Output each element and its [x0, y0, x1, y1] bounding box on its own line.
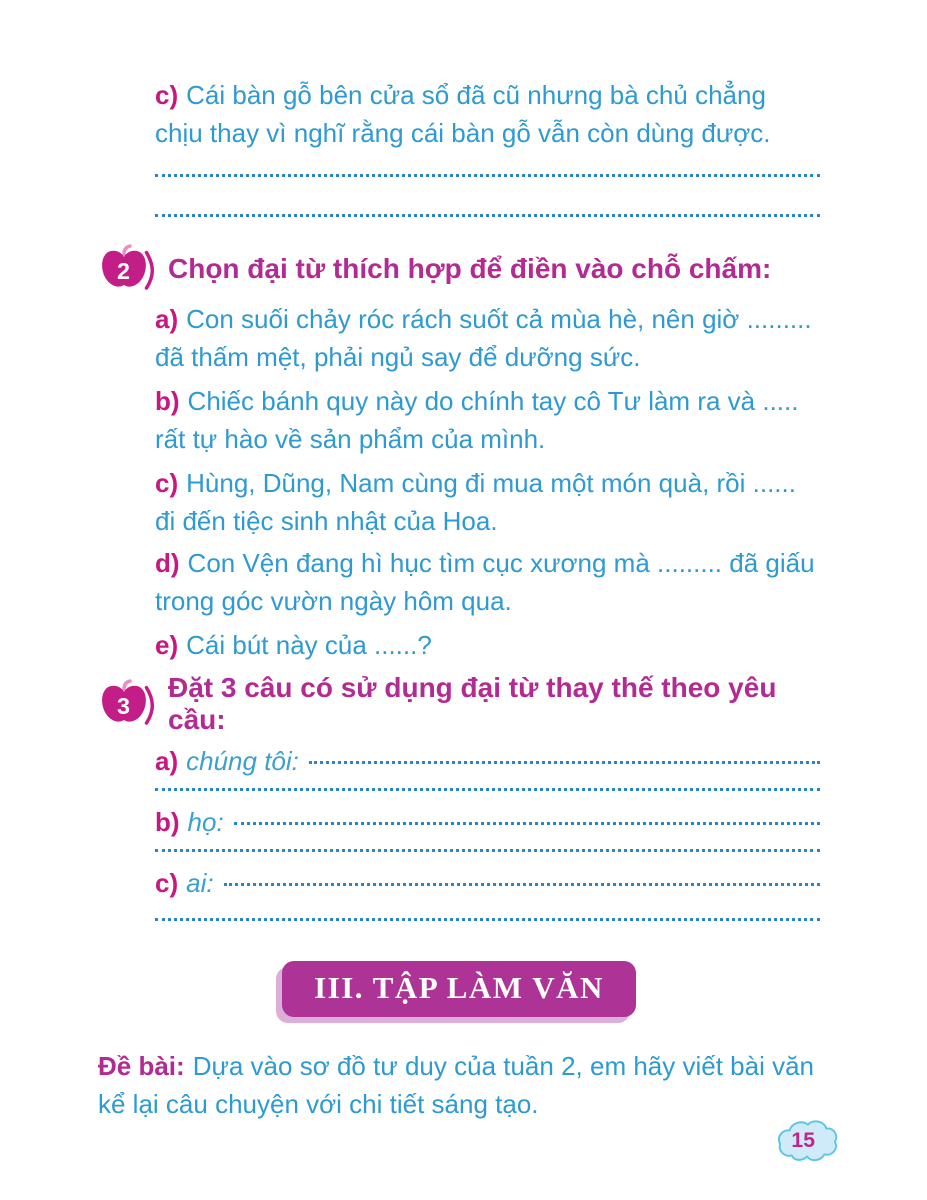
item-label: a) [155, 746, 179, 776]
exercise2-header [98, 242, 820, 296]
intro-item-label: c) [155, 80, 179, 110]
dotted-answer-line [155, 174, 820, 177]
intro-item-text: Cái bàn gỗ bên cửa sổ đã cũ nhưng bà chủ chẳng chịu thay vì nghĩ rằng cái bàn gỗ vẫn còn dùng được. [155, 80, 771, 148]
item-prompt: ai: [186, 868, 214, 898]
item-prompt: chúng tôi: [186, 746, 299, 776]
exercise2-number: 2 [117, 257, 131, 284]
item-text: Hùng, Dũng, Nam cùng đi mua một món quà, rồi ...... đi đến tiệc sinh nhật của Hoa. [155, 468, 796, 536]
exercise2-item [155, 382, 820, 458]
dotted-answer-leader [309, 761, 820, 764]
dotted-answer-leader [234, 822, 820, 825]
exercise3-title: Đặt 3 câu có sử dụng đại từ thay thế theo yêu cầu: [168, 672, 777, 735]
exercise2-item [155, 464, 820, 540]
item-text: Con suối chảy róc rách suốt cả mùa hè, nên giờ ......... đã thấm mệt, phải ngủ say để dưỡng sức. [155, 304, 812, 372]
exercise3-item [155, 864, 820, 902]
page-number-cloud [775, 1116, 841, 1166]
exercise3-number: 3 [117, 692, 131, 719]
exercise2-title: Chọn đại từ thích hợp để điền vào chỗ chấm: [168, 253, 772, 284]
exercise3-header [98, 672, 820, 736]
item-text: Cái bút này của ......? [186, 630, 432, 660]
apple-paren [146, 253, 152, 288]
dotted-answer-line [155, 788, 820, 791]
dotted-answer-line [155, 214, 820, 217]
apple-number-icon [98, 242, 156, 296]
item-label: b) [155, 386, 180, 416]
dotted-answer-leader [224, 883, 820, 886]
item-label: c) [155, 868, 179, 898]
section-banner: III. TẬP LÀM VĂN [282, 961, 636, 1017]
item-label: d) [155, 548, 180, 578]
apple-paren [146, 688, 152, 723]
exercise2-item [155, 300, 820, 376]
item-text: Chiếc bánh quy này do chính tay cô Tư làm ra và ..... rất tự hào về sản phẩm của mình. [155, 386, 799, 454]
dotted-answer-line [155, 849, 820, 852]
exercise2-item [155, 626, 820, 664]
intro-item [155, 76, 820, 152]
item-label: c) [155, 468, 179, 498]
exercise2-item [155, 544, 820, 620]
dotted-answer-line [155, 918, 820, 921]
exercise3-item [155, 742, 820, 780]
assignment-label: Đề bài: [98, 1051, 185, 1081]
item-text: Con Vện đang hì hục tìm cục xương mà ......... đã giấu trong góc vườn ngày hôm qua. [155, 548, 815, 616]
assignment-text: Dựa vào sơ đồ tư duy của tuần 2, em hãy viết bài văn kể lại câu chuyện với chi tiết sáng tạo. [98, 1051, 814, 1119]
page-number: 15 [791, 1128, 815, 1152]
item-label: b) [155, 807, 180, 837]
page-content [98, 0, 820, 1123]
assignment [98, 1047, 820, 1123]
item-label: e) [155, 630, 179, 660]
item-prompt: họ: [187, 807, 224, 837]
apple-number-icon [98, 677, 156, 731]
item-label: a) [155, 304, 179, 334]
exercise3-item [155, 803, 820, 841]
